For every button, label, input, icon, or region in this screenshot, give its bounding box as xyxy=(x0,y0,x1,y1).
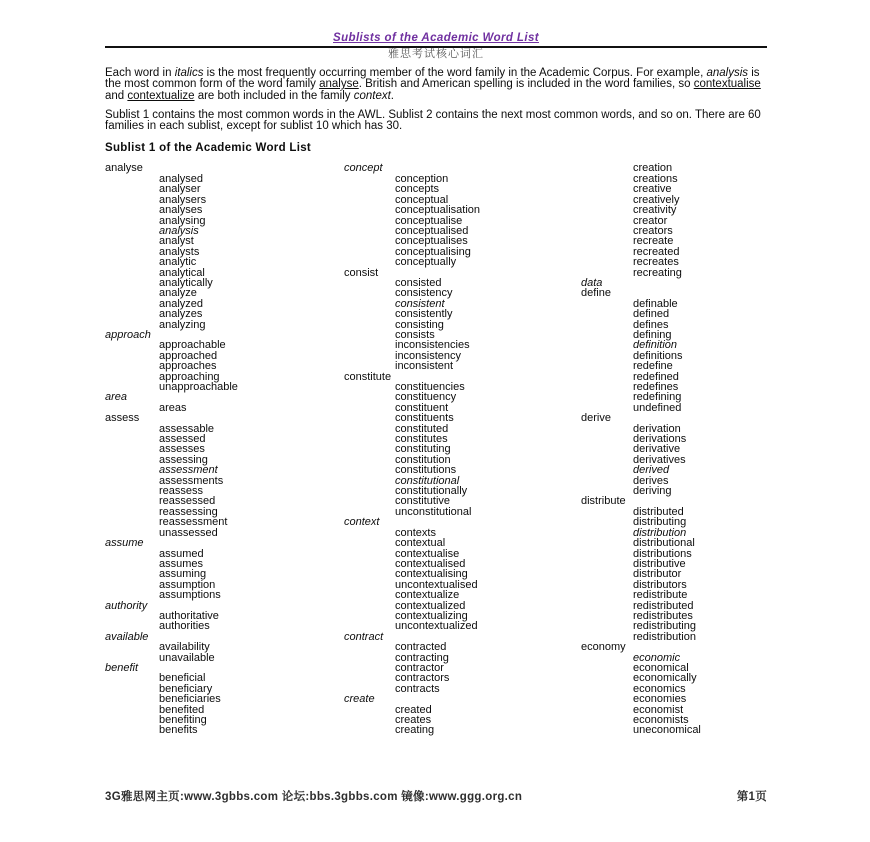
family-member: assumed xyxy=(159,547,204,560)
family-member: assessing xyxy=(159,453,208,466)
family-member: consistently xyxy=(395,308,453,321)
family-member: reassessment xyxy=(159,516,228,529)
family-member: consisting xyxy=(395,318,444,331)
family-member: creates xyxy=(395,714,432,727)
family-member: contracting xyxy=(395,651,449,664)
family-member: analysing xyxy=(159,214,206,227)
page-subtitle-cn: 雅思考试核心词汇 xyxy=(388,48,484,60)
family-member: analyzes xyxy=(159,308,203,321)
family-member: redistributes xyxy=(633,609,693,622)
family-member: inconsistent xyxy=(395,360,454,373)
family-member: approaching xyxy=(159,370,220,383)
family-member: beneficiary xyxy=(159,682,213,695)
text-segment: analysis xyxy=(706,67,749,79)
family-member: distributing xyxy=(633,516,687,529)
family-member: inconsistency xyxy=(395,349,462,362)
word-list-column-2 xyxy=(344,163,581,735)
family-member: deriving xyxy=(633,485,672,498)
family-member: economist xyxy=(633,703,684,716)
family-member: creation xyxy=(633,162,673,175)
family-member: distributed xyxy=(633,505,684,518)
headword: contract xyxy=(344,630,384,643)
family-member: contextual xyxy=(395,537,446,550)
intro-paragraph-2 xyxy=(105,110,767,133)
family-member: derives xyxy=(633,474,669,487)
family-member: analyses xyxy=(159,204,203,217)
footer-page-number: 第1页 xyxy=(736,791,767,803)
headword: create xyxy=(344,693,375,706)
family-member: definition xyxy=(633,339,678,352)
section-heading: Sublist 1 of the Academic Word List xyxy=(105,142,312,155)
family-member: defined xyxy=(633,308,670,321)
family-member: uncontextualised xyxy=(395,578,478,591)
family-member: economic xyxy=(633,651,681,664)
family-member: contexts xyxy=(395,526,436,539)
family-member: areas xyxy=(159,401,187,414)
family-member: beneficial xyxy=(159,672,206,685)
family-member: uneconomical xyxy=(633,724,701,737)
family-member: recreate xyxy=(633,235,674,248)
family-member: constitution xyxy=(395,453,451,466)
family-member: distributional xyxy=(633,537,695,550)
headword: available xyxy=(105,630,149,643)
headword: concept xyxy=(344,162,383,175)
family-member: recreated xyxy=(633,245,680,258)
family-member: assessable xyxy=(159,422,215,435)
headword: benefit xyxy=(105,661,139,674)
family-member: creating xyxy=(395,724,435,737)
family-member: creators xyxy=(633,224,673,237)
text-segment: contextualise xyxy=(693,78,761,91)
family-member: constitutional xyxy=(395,474,460,487)
headword: area xyxy=(105,391,128,404)
word-list-column-1 xyxy=(105,163,344,735)
family-member: redefines xyxy=(633,381,679,394)
family-member: assuming xyxy=(159,568,207,581)
family-member: consists xyxy=(395,328,435,341)
family-member: approaches xyxy=(159,360,217,373)
family-member: constituencies xyxy=(395,381,465,394)
family-member: assumptions xyxy=(159,589,221,602)
family-member: conceptualise xyxy=(395,214,463,227)
word-list xyxy=(105,163,767,735)
family-member: recreating xyxy=(633,266,682,279)
family-member: conceptualises xyxy=(395,235,468,248)
family-member: creations xyxy=(633,172,678,185)
family-member: redefine xyxy=(633,360,673,373)
headword: approach xyxy=(105,328,151,341)
text-segment: are both included in the family xyxy=(194,89,354,102)
family-member: reassess xyxy=(159,485,204,498)
family-member: derivative xyxy=(633,443,681,456)
family-member: consisted xyxy=(395,276,442,289)
family-member: redistributing xyxy=(633,620,696,633)
family-member: inconsistencies xyxy=(395,339,470,352)
text-segment: and xyxy=(105,89,128,102)
family-member: contextualize xyxy=(395,589,460,602)
family-member: contracted xyxy=(395,641,447,654)
family-member: constituent xyxy=(395,401,449,414)
family-member: benefits xyxy=(159,724,198,737)
text-segment: is the most frequently occurring member of the word family in the Academic Corpus. For example, xyxy=(203,67,707,79)
headword: authority xyxy=(105,599,148,612)
family-member: assumes xyxy=(159,557,204,570)
page-title: Sublists of the Academic Word List xyxy=(333,32,539,44)
family-member: distributors xyxy=(633,578,687,591)
family-member: reassessing xyxy=(159,505,218,518)
headword: assess xyxy=(105,412,140,425)
family-member: assessments xyxy=(159,474,224,487)
headword: data xyxy=(581,276,603,289)
word-list-column-3 xyxy=(581,163,767,735)
family-member: conceptualisation xyxy=(395,204,481,217)
text-segment: contextualize xyxy=(127,89,195,102)
family-member: creativity xyxy=(633,204,677,217)
family-member: approached xyxy=(159,349,218,362)
family-member: authoritative xyxy=(159,609,219,622)
family-member: beneficiaries xyxy=(159,693,221,706)
family-member: analyser xyxy=(159,183,201,196)
family-member: contracts xyxy=(395,682,440,695)
family-member: unconstitutional xyxy=(395,505,472,518)
family-member: assessment xyxy=(159,464,218,477)
family-member: recreates xyxy=(633,256,679,269)
headword: analyse xyxy=(105,162,143,175)
family-member: analyzed xyxy=(159,297,204,310)
family-member: contextualise xyxy=(395,547,460,560)
family-member: contractors xyxy=(395,672,450,685)
family-member: constitutions xyxy=(395,464,457,477)
family-member: analysed xyxy=(159,172,204,185)
family-member: assumption xyxy=(159,578,216,591)
family-member: contextualised xyxy=(395,557,466,570)
family-member: conceptual xyxy=(395,193,449,206)
family-member: distributions xyxy=(633,547,692,560)
document-header xyxy=(105,32,767,60)
family-member: analytic xyxy=(159,256,197,269)
family-member: authorities xyxy=(159,620,210,633)
family-member: unapproachable xyxy=(159,381,238,394)
text-segment: Each word in xyxy=(105,67,175,79)
family-member: redistribute xyxy=(633,589,688,602)
headword: economy xyxy=(581,641,626,654)
family-member: distributor xyxy=(633,568,682,581)
family-member: defines xyxy=(633,318,669,331)
family-member: approachable xyxy=(159,339,226,352)
footer-site-links: 3G雅思网主页:www.3gbbs.com 论坛:bbs.3gbbs.com 镜像:www.ggg.org.cn xyxy=(105,791,523,803)
family-member: benefiting xyxy=(159,714,207,727)
headword: distribute xyxy=(581,495,626,508)
family-member: contextualising xyxy=(395,568,468,581)
family-member: creator xyxy=(633,214,668,227)
family-member: undefined xyxy=(633,401,682,414)
family-member: contextualizing xyxy=(395,609,468,622)
headword: constitute xyxy=(344,370,392,383)
family-member: constitutive xyxy=(395,495,451,508)
text-segment: italics xyxy=(174,67,204,79)
headword: derive xyxy=(581,412,611,425)
family-member: contextualized xyxy=(395,599,466,612)
family-member: economies xyxy=(633,693,687,706)
document-page xyxy=(105,0,767,736)
family-member: conceptualising xyxy=(395,245,471,258)
family-member: constituting xyxy=(395,443,451,456)
headword: consist xyxy=(344,266,379,279)
family-member: constituency xyxy=(395,391,457,404)
family-member: economics xyxy=(633,682,686,695)
family-member: consistent xyxy=(395,297,445,310)
text-segment: . xyxy=(390,89,394,102)
family-member: constituents xyxy=(395,412,454,425)
family-member: contractor xyxy=(395,661,444,674)
family-member: uncontextualized xyxy=(395,620,478,633)
family-member: constitutionally xyxy=(395,485,468,498)
family-member: definable xyxy=(633,297,678,310)
family-member: analyzing xyxy=(159,318,206,331)
family-member: redistribution xyxy=(633,630,696,643)
family-member: derivatives xyxy=(633,453,686,466)
family-member: redefining xyxy=(633,391,682,404)
intro-paragraph-1 xyxy=(105,68,767,102)
page-footer xyxy=(105,788,767,804)
headword: define xyxy=(581,287,611,300)
family-member: reassessed xyxy=(159,495,216,508)
family-member: defining xyxy=(633,328,672,341)
family-member: constituted xyxy=(395,422,449,435)
family-member: unavailable xyxy=(159,651,215,664)
family-member: consistency xyxy=(395,287,453,300)
family-member: analysts xyxy=(159,245,200,258)
family-member: economically xyxy=(633,672,697,685)
family-member: derived xyxy=(633,464,670,477)
family-member: creatively xyxy=(633,193,680,206)
family-member: redistributed xyxy=(633,599,694,612)
text-segment: is the most common form of the word family xyxy=(105,67,760,91)
family-member: derivation xyxy=(633,422,681,435)
family-member: redefined xyxy=(633,370,679,383)
family-member: assesses xyxy=(159,443,205,456)
text-segment: analyse xyxy=(319,78,359,91)
family-member: creative xyxy=(633,183,672,196)
family-member: created xyxy=(395,703,432,716)
family-member: economical xyxy=(633,661,689,674)
text-segment: . British and American spelling is included in the word families, so xyxy=(358,78,694,91)
family-member: analytically xyxy=(159,276,213,289)
text-segment: context xyxy=(353,89,391,102)
family-member: economists xyxy=(633,714,689,727)
family-member: analysis xyxy=(159,224,199,237)
family-member: availability xyxy=(159,641,210,654)
family-member: analysers xyxy=(159,193,207,206)
headword: assume xyxy=(105,537,144,550)
family-member: unassessed xyxy=(159,526,218,539)
family-member: analytical xyxy=(159,266,205,279)
headword: context xyxy=(344,516,380,529)
family-member: derivations xyxy=(633,433,687,446)
family-member: distribution xyxy=(633,526,687,539)
family-member: constitutes xyxy=(395,433,448,446)
family-member: analyst xyxy=(159,235,194,248)
family-member: concepts xyxy=(395,183,440,196)
family-member: conceptually xyxy=(395,256,457,269)
text-segment: Sublist 1 contains the most common words in the AWL. Sublist 2 contains the next most common words, and so on. There are 60 families in each sublist, except for sublist 10 which has 30. xyxy=(105,108,761,133)
family-member: analyze xyxy=(159,287,197,300)
family-member: definitions xyxy=(633,349,683,362)
family-member: benefited xyxy=(159,703,205,716)
family-member: conception xyxy=(395,172,449,185)
family-member: assessed xyxy=(159,433,206,446)
family-member: distributive xyxy=(633,557,686,570)
family-member: conceptualised xyxy=(395,224,469,237)
